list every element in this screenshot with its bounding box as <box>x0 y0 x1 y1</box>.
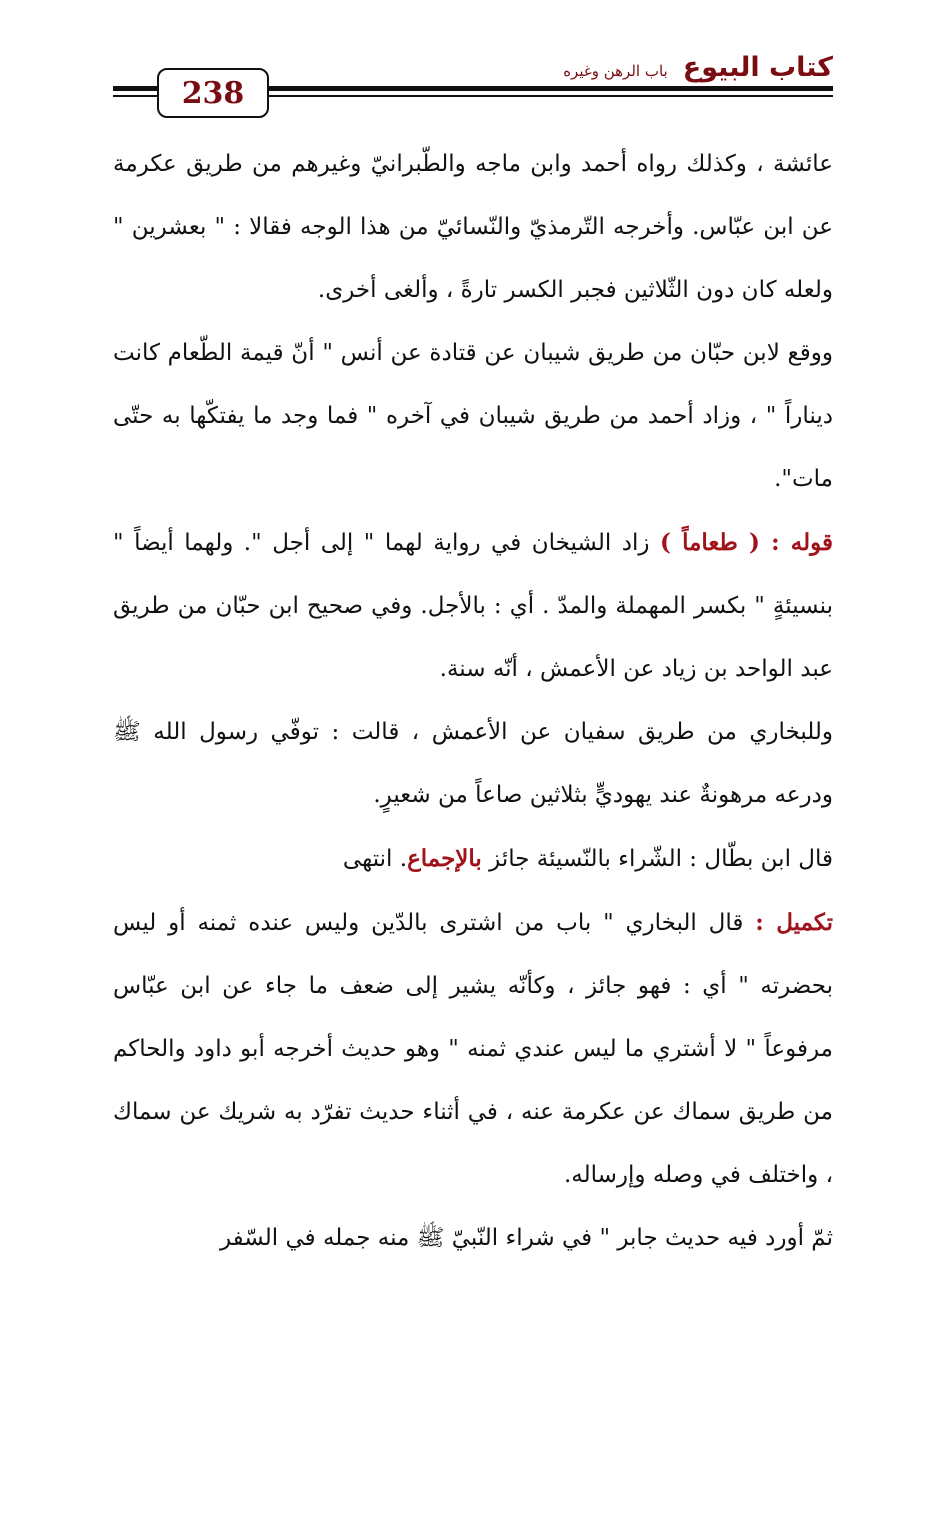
paragraph-6-text: قال البخاري " باب من اشترى بالدّين وليس عنده ثمنه أو ليس بحضرته " أي : فهو جائز ، وكأنّه يشير إلى ضعف ما جاء عن ابن عبّاس مرفوعاً " لا أشتري ما ليس عندي ثمنه " وهو حديث أخرجه أبو داود والحاكم من طريق سماك عن عكرمة عنه ، في أثناء حديث تفرّد به شريك عن سماك ، واختلف في وصله وإرساله. <box>113 910 833 1188</box>
paragraph-4 <box>113 701 833 827</box>
paragraph-3-text: زاد الشيخان في رواية لهما " إلى أجل ". ولهما أيضاً " بنسيئةٍ " بكسر المهملة والمدّ . أي : بالأجل. وفي صحيح ابن حبّان من طريق عبد الواحد بن زياد عن الأعمش ، أنّه سنة. <box>113 530 833 682</box>
book-title: كتاب البيوع <box>682 52 833 83</box>
chapter-title: باب الرهن وغيره <box>563 62 668 80</box>
paragraph-3 <box>113 511 833 701</box>
paragraph-7-text: ثمّ أورد فيه حديث جابر " في شراء النّبيّ ﷺ منه جمله في السّفر <box>219 1225 833 1251</box>
page-number: 238 <box>181 75 245 111</box>
paragraph-5-after: . انتهى <box>342 846 408 872</box>
paragraph-6 <box>113 891 833 1207</box>
page-number-box <box>157 68 269 118</box>
page-body <box>113 133 833 1270</box>
paragraph-2-text: ووقع لابن حبّان من طريق شيبان عن قتادة عن أنس " أنّ قيمة الطّعام كانت ديناراً " ، وزاد أحمد من طريق شيبان في آخره " فما وجد ما يفتكّها به حتّى مات". <box>113 340 833 492</box>
paragraph-5-before: قال ابن بطّال : الشّراء بالنّسيئة جائز <box>481 846 833 872</box>
paragraph-6-label: تكميل : <box>755 909 833 936</box>
paragraph-5 <box>113 827 833 891</box>
running-title <box>563 52 833 83</box>
page-header <box>113 52 833 122</box>
paragraph-2 <box>113 322 833 511</box>
paragraph-1: عائشة ، وكذلك رواه أحمد وابن ماجه والطّبرانيّ وغيرهم من طريق عكرمة عن ابن عبّاس. وأخرجه التّرمذيّ والنّسائيّ من هذا الوجه فقالا : " بعشرين " ولعله كان دون الثّلاثين فجبر الكسر تارةً ، وألغى أخرى. <box>113 151 833 303</box>
paragraph-3-label: قوله : ( طعاماً ) <box>660 529 833 556</box>
paragraph-7 <box>113 1207 833 1270</box>
paragraph-5-highlight: بالإجماع <box>407 845 482 872</box>
paragraph-4-text: وللبخاري من طريق سفيان عن الأعمش ، قالت : توفّي رسول الله ﷺ ودرعه مرهونةٌ عند يهوديٍّ بثلاثين صاعاً من شعيرٍ. <box>113 719 833 808</box>
